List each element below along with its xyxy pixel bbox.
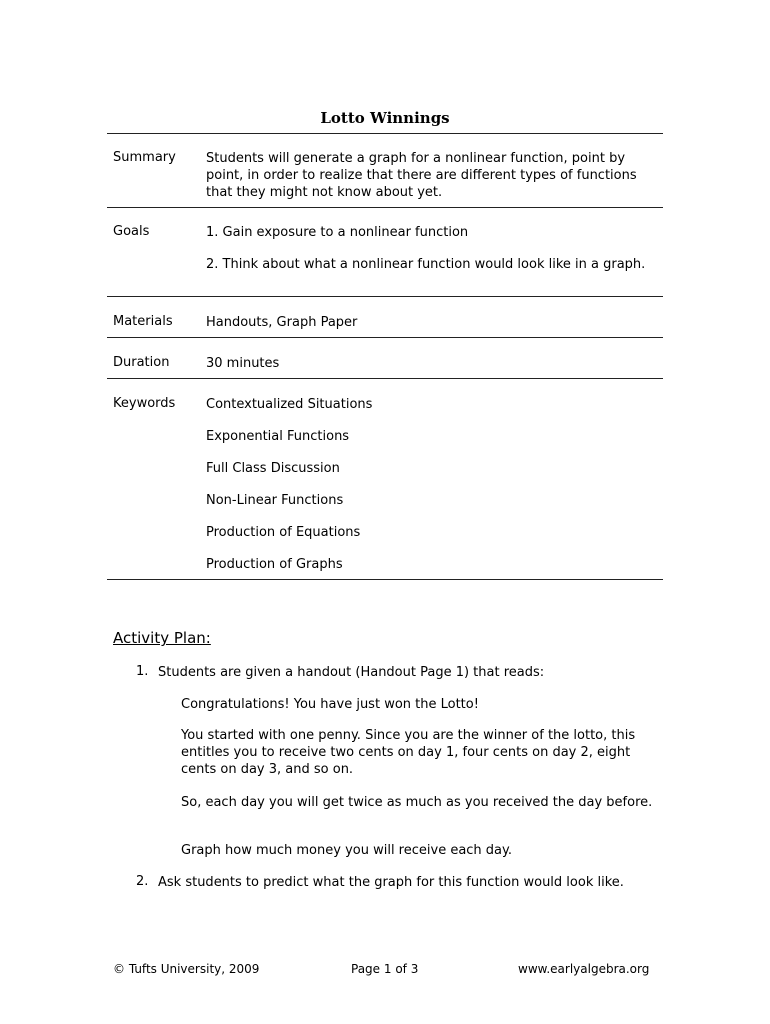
duration-text: 30 minutes xyxy=(206,356,280,371)
keywords-label: Keywords xyxy=(113,396,176,411)
footer-page-number: Page 1 of 3 xyxy=(351,962,419,976)
handout-quote: You started with one penny. Since you are the winner of the lotto, this entitles you to receive two cents on day 1, four cents on day 2, eight cents on day 3, and so on. xyxy=(181,728,636,777)
activity-plan-heading: Activity Plan: xyxy=(113,629,211,647)
goal-item: 2. Think about what a nonlinear function would look like in a graph. xyxy=(206,257,646,272)
step-number: 1. xyxy=(136,664,149,679)
summary-text: Students will generate a graph for a nonlinear function, point by point, in order to realize that there are different types of functions that they might not know about yet. xyxy=(206,151,637,200)
table-top-rule xyxy=(107,133,663,134)
keyword-item: Contextualized Situations xyxy=(206,397,373,412)
keyword-item: Full Class Discussion xyxy=(206,461,340,476)
materials-label: Materials xyxy=(113,314,173,329)
table-row-rule xyxy=(107,378,663,379)
step-number: 2. xyxy=(136,874,149,889)
keyword-item: Production of Graphs xyxy=(206,557,343,572)
table-row-rule xyxy=(107,296,663,297)
footer-website: www.earlyalgebra.org xyxy=(518,962,650,976)
footer-copyright: © Tufts University, 2009 xyxy=(113,962,260,976)
handout-quote: So, each day you will get twice as much as you received the day before. xyxy=(181,795,653,810)
goals-label: Goals xyxy=(113,224,150,239)
table-row-rule xyxy=(107,337,663,338)
document-title: Lotto Winnings xyxy=(320,109,450,127)
keyword-item: Non-Linear Functions xyxy=(206,493,344,508)
handout-quote: Graph how much money you will receive each day. xyxy=(181,843,512,858)
table-row-rule xyxy=(107,207,663,208)
handout-quote: Congratulations! You have just won the Lotto! xyxy=(181,697,479,712)
keyword-item: Exponential Functions xyxy=(206,429,350,444)
duration-label: Duration xyxy=(113,355,170,370)
summary-label: Summary xyxy=(113,150,176,165)
step-text: Ask students to predict what the graph for this function would look like. xyxy=(158,875,624,890)
materials-text: Handouts, Graph Paper xyxy=(206,315,358,330)
keyword-item: Production of Equations xyxy=(206,525,361,540)
step-text: Students are given a handout (Handout Page 1) that reads: xyxy=(158,665,545,680)
table-bottom-rule xyxy=(107,579,663,580)
goal-item: 1. Gain exposure to a nonlinear function xyxy=(206,225,469,240)
